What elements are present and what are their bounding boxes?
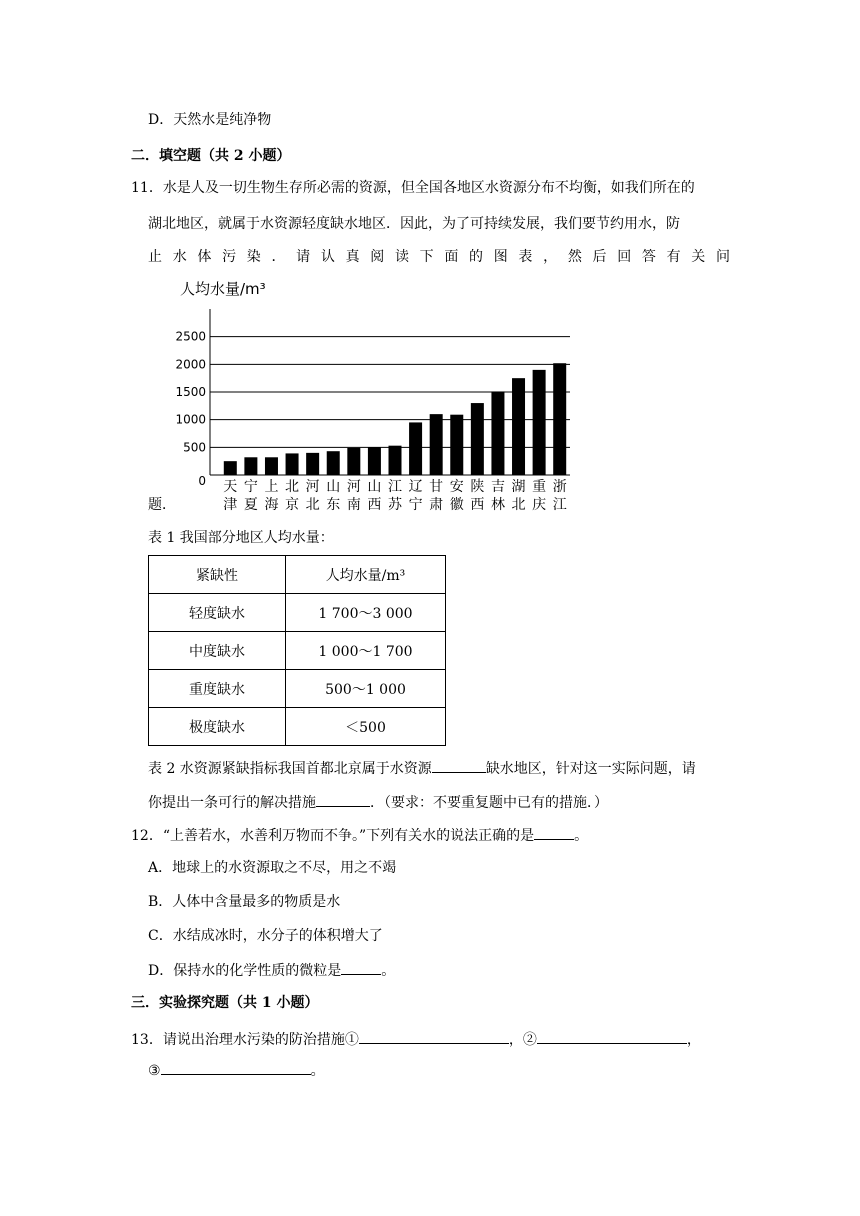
chart-x-tick-label: 吉 — [490, 479, 505, 495]
chart-x-tick-label: 重 — [532, 479, 547, 495]
chart-bar — [491, 391, 504, 475]
table-row — [149, 632, 446, 670]
chart-x-tick-label: 北 — [285, 479, 300, 495]
q11-question-text: 表 2 水资源紧缺指标我国首都北京属于水资源 — [148, 761, 432, 777]
chart-x-tick-label: 江 — [552, 497, 567, 513]
table-row — [149, 594, 446, 632]
chart-y-tick-label: 2500 — [175, 329, 206, 344]
chart-bar — [327, 451, 340, 475]
chart-x-tick-label: 南 — [346, 497, 361, 513]
chart-x-tick-label: 夏 — [243, 497, 258, 513]
chart-x-tick-label: 庆 — [532, 497, 547, 513]
chart-bar — [286, 453, 299, 475]
chart-bar — [347, 448, 360, 475]
q12-option-d-text: D．保持水的化学性质的微粒是 — [148, 963, 342, 979]
chart-bar — [409, 422, 422, 475]
q13-end: 。 — [310, 1063, 325, 1079]
q13-mark-3: ③ — [148, 1063, 161, 1079]
chart-x-tick-label: 辽 — [408, 479, 423, 495]
chart-x-tick-label: 浙 — [552, 479, 567, 495]
q12-option-d-end: 。 — [381, 963, 396, 979]
chart-bar — [450, 415, 463, 475]
answer-blank[interactable] — [534, 825, 574, 840]
q13-mark-2: ② — [522, 1032, 537, 1048]
table-row — [149, 708, 446, 746]
chart-y-tick-label: 500 — [183, 440, 206, 455]
water-per-capita-chart — [170, 274, 590, 520]
chart-x-tick-label: 上 — [264, 479, 279, 495]
table-row — [149, 670, 446, 708]
chart-x-tick-label: 河 — [305, 479, 320, 495]
table-cell: 500～1 000 — [286, 670, 446, 708]
chart-x-tick-label: 天 — [223, 479, 238, 495]
section-2-title: 二．填空题（共 2 小题） — [131, 148, 291, 164]
chart-bar — [430, 414, 443, 475]
chart-x-tick-label: 海 — [264, 497, 279, 513]
chart-bar — [244, 457, 257, 475]
q12-stem-end: 。 — [574, 828, 589, 844]
chart-bar — [368, 447, 381, 475]
q13-mark-1: ① — [344, 1032, 359, 1048]
chart-x-tick-label: 苏 — [388, 497, 402, 513]
q12-option-d — [148, 960, 395, 981]
chart-x-labels — [223, 478, 566, 513]
chart-x-tick-label: 林 — [490, 497, 505, 513]
answer-blank[interactable] — [341, 960, 381, 975]
table-header-row — [149, 556, 446, 594]
q11-line-4: 题． — [148, 497, 176, 513]
chart-x-tick-label: 东 — [326, 497, 341, 513]
chart-y-tick-label: 1000 — [175, 412, 206, 427]
q11-question-line-1 — [148, 758, 696, 779]
chart-bar — [512, 378, 525, 475]
table-cell: 1 700～3 000 — [286, 594, 446, 632]
q11-question-text: ．（要求：不要重复题中已有的措施．） — [370, 795, 608, 811]
q13-separator: ， — [508, 1032, 523, 1048]
q12-option-b: B．人体中含量最多的物质是水 — [148, 894, 341, 910]
answer-blank[interactable] — [537, 1029, 687, 1044]
chart-y-axis-label: 人均水量/m³ — [180, 280, 266, 298]
table-header-cell: 人均水量/m³ — [286, 556, 446, 594]
chart-bars — [224, 363, 566, 475]
q13-stem — [131, 1029, 701, 1050]
chart-x-tick-label: 徽 — [449, 497, 464, 513]
chart-x-tick-label: 河 — [346, 479, 361, 495]
q13-line-2 — [148, 1060, 325, 1081]
chart-x-tick-label: 肃 — [429, 497, 444, 513]
q11-question-text: 你提出一条可行的解决措施 — [148, 795, 316, 811]
chart-bar — [389, 446, 402, 475]
q12-stem — [131, 825, 588, 846]
chart-y-tick-label: 0 — [198, 474, 206, 488]
chart-x-tick-label: 湖 — [511, 479, 526, 495]
q13-separator: ， — [686, 1032, 701, 1048]
q10-option-d: D．天然水是纯净物 — [148, 112, 272, 128]
chart-x-tick-label: 北 — [511, 497, 526, 513]
q11-line-3: 止水体污染．请认真阅读下面的图表，然后回答有关问 — [148, 249, 730, 265]
chart-bar — [553, 363, 566, 475]
q11-question-text: 缺水地区，针对这一实际问题，请 — [485, 761, 696, 777]
table-1-caption: 表 1 我国部分地区人均水量： — [148, 530, 334, 546]
chart-x-tick-label: 京 — [285, 497, 300, 513]
q11-question-line-2 — [148, 792, 608, 813]
chart-x-tick-label: 西 — [470, 497, 485, 513]
table-cell: 重度缺水 — [149, 670, 286, 708]
answer-blank[interactable] — [161, 1060, 311, 1075]
chart-x-tick-label: 西 — [367, 497, 382, 513]
q12-option-a: A．地球上的水资源取之不尽，用之不竭 — [148, 860, 397, 876]
chart-x-tick-label: 宁 — [408, 497, 423, 513]
answer-blank[interactable] — [359, 1029, 509, 1044]
table-cell: ＜500 — [286, 708, 446, 746]
answer-blank[interactable] — [316, 792, 370, 807]
chart-x-tick-label: 津 — [223, 497, 238, 513]
chart-x-tick-label: 北 — [305, 497, 320, 513]
chart-y-tick-label: 1500 — [175, 385, 206, 399]
table-cell: 轻度缺水 — [149, 594, 286, 632]
q11-line-2: 湖北地区，就属于水资源轻度缺水地区．因此，为了可持续发展，我们要节约用水，防 — [148, 216, 680, 232]
table-cell: 极度缺水 — [149, 708, 286, 746]
chart-x-tick-label: 山 — [367, 479, 382, 495]
chart-bar — [471, 403, 484, 475]
chart-x-tick-label: 宁 — [243, 479, 258, 495]
chart-y-ticks — [175, 330, 206, 488]
chart-x-tick-label: 陕 — [470, 479, 485, 495]
table-cell: 1 000～1 700 — [286, 632, 446, 670]
water-scarcity-table — [148, 555, 446, 746]
q12-option-c: C．水结成冰时，水分子的体积增大了 — [148, 928, 383, 944]
section-3-title: 三．实验探究题（共 1 小题） — [131, 995, 319, 1011]
chart-bar — [224, 461, 237, 475]
chart-bar — [533, 370, 546, 475]
q12-stem-text: 12．“上善若水，水善利万物而不争。”下列有关水的说法正确的是 — [131, 828, 535, 844]
chart-y-tick-label: 2000 — [175, 357, 206, 372]
chart-x-tick-label: 甘 — [429, 479, 444, 495]
answer-blank[interactable] — [432, 758, 486, 773]
chart-bar — [265, 457, 278, 475]
q13-stem-text: 13．请说出治理水污染的防治措施 — [131, 1032, 345, 1048]
chart-bar — [306, 453, 319, 475]
chart-x-tick-label: 江 — [388, 479, 402, 495]
chart-x-tick-label: 山 — [326, 479, 341, 495]
table-header-cell: 紧缺性 — [149, 556, 286, 594]
chart-x-tick-label: 安 — [449, 479, 464, 495]
table-cell: 中度缺水 — [149, 632, 286, 670]
q11-line-1: 11．水是人及一切生物生存所必需的资源，但全国各地区水资源分布不均衡，如我们所在的 — [131, 180, 695, 196]
